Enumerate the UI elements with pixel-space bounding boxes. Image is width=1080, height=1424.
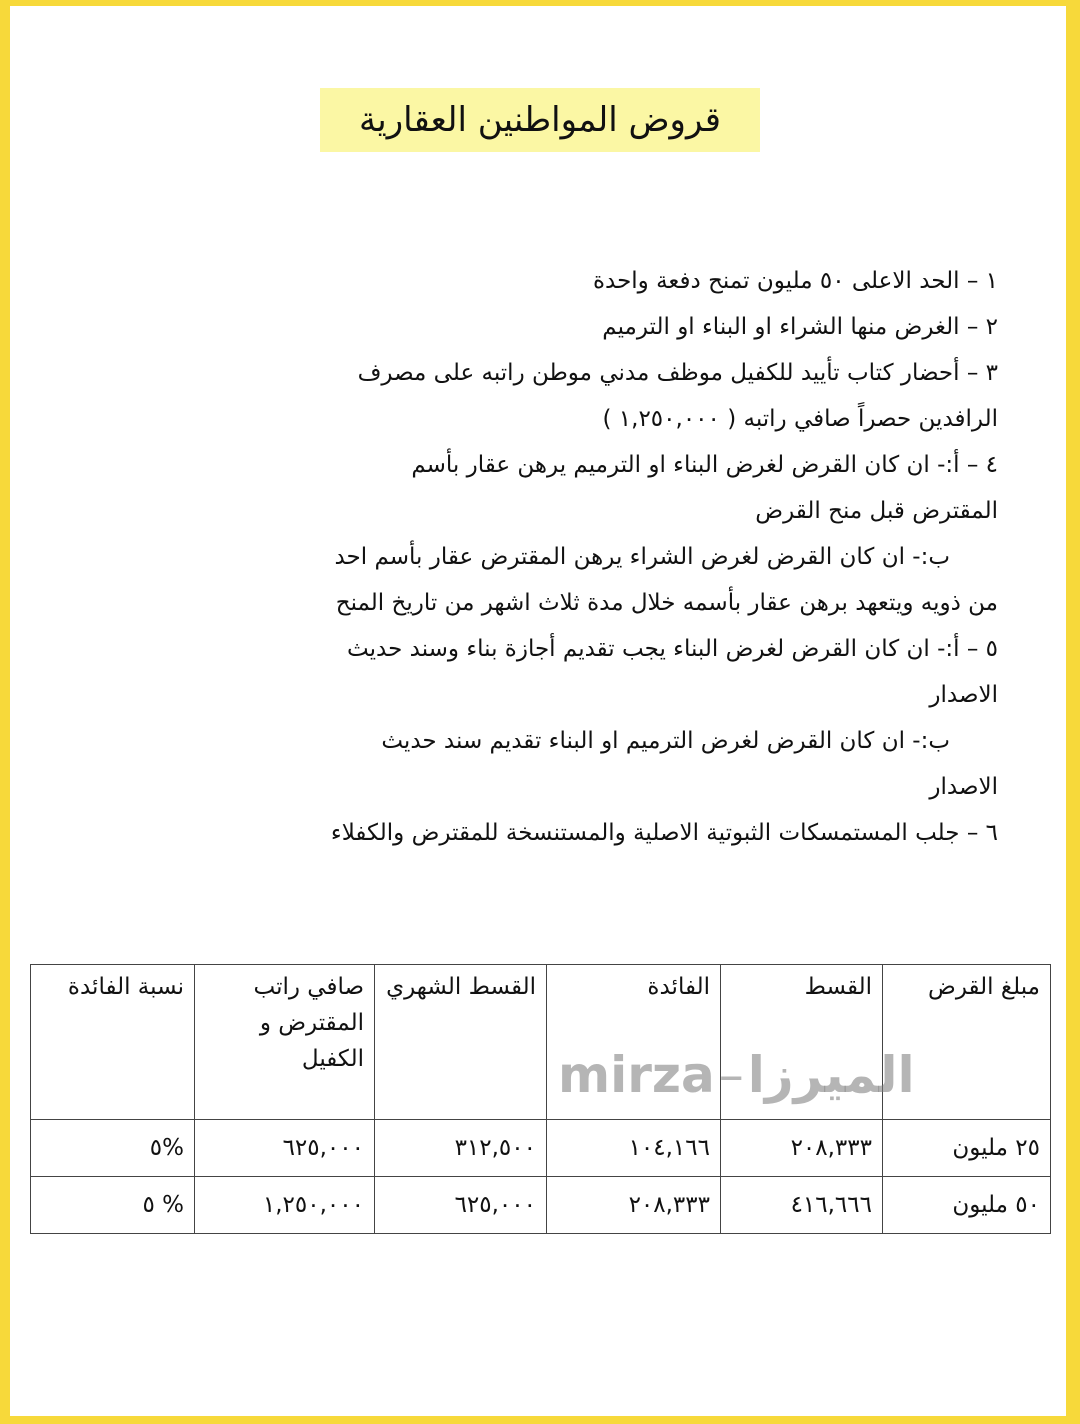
cell-interest-rate: % ٥ xyxy=(31,1177,195,1234)
header-interest: الفائدة xyxy=(547,965,721,1120)
watermark-arabic: الميرزا xyxy=(747,1046,915,1104)
requirement-line-13: ٦ – جلب المستمسكات الثبوتية الاصلية والمستنسخة للمقترض والكفلاء xyxy=(330,820,998,846)
title-highlight xyxy=(320,88,760,152)
header-net-salary: صافي راتب المقترض و الكفيل xyxy=(195,965,375,1120)
document-page xyxy=(10,6,1066,1416)
requirement-line-11: ب:- ان كان القرض لغرض الترميم او البناء تقديم سند حديث xyxy=(381,728,950,754)
requirement-line-9: ٥ – أ:- ان كان القرض لغرض البناء يجب تقديم أجازة بناء وسند حديث xyxy=(347,636,998,662)
requirements-list xyxy=(198,258,998,856)
cell-net-salary: ٦٢٥,٠٠٠ xyxy=(195,1120,375,1177)
cell-interest: ١٠٤,١٦٦ xyxy=(547,1120,721,1177)
requirement-line-12: الاصدار xyxy=(929,774,998,800)
requirement-line-10: الاصدار xyxy=(929,682,998,708)
cell-net-salary: ١,٢٥٠,٠٠٠ xyxy=(195,1177,375,1234)
cell-installment: ٤١٦,٦٦٦ xyxy=(721,1177,883,1234)
header-loan-amount: مبلغ القرض xyxy=(883,965,1051,1120)
table-row xyxy=(31,1120,1051,1177)
watermark-separator: – xyxy=(718,1046,744,1104)
requirement-line-8: من ذويه ويتعهد برهن عقار بأسمه خلال مدة ثلاث اشهر من تاريخ المنح xyxy=(335,590,998,616)
requirement-line-2: ٢ – الغرض منها الشراء او البناء او الترميم xyxy=(602,314,998,340)
header-monthly-installment: القسط الشهري xyxy=(375,965,547,1120)
table-row xyxy=(31,1177,1051,1234)
watermark-latin: mirza xyxy=(558,1046,715,1104)
cell-interest-rate: %٥ xyxy=(31,1120,195,1177)
header-interest-rate: نسبة الفائدة xyxy=(31,965,195,1120)
cell-monthly-installment: ٦٢٥,٠٠٠ xyxy=(375,1177,547,1234)
cell-loan-amount: ٢٥ مليون xyxy=(883,1120,1051,1177)
requirement-line-4: الرافدين حصراً صافي راتبه ( ١,٢٥٠,٠٠٠ ) xyxy=(602,406,998,432)
header-installment: القسط xyxy=(721,965,883,1120)
cell-installment: ٢٠٨,٣٣٣ xyxy=(721,1120,883,1177)
requirement-line-5: ٤ – أ:- ان كان القرض لغرض البناء او الترميم يرهن عقار بأسم xyxy=(411,452,998,478)
requirement-line-1: ١ – الحد الاعلى ٥٠ مليون تمنح دفعة واحدة xyxy=(592,268,998,294)
requirement-line-7: ب:- ان كان القرض لغرض الشراء يرهن المقترض عقار بأسم احد xyxy=(334,544,950,570)
requirement-line-3: ٣ – أحضار كتاب تأييد للكفيل موظف مدني موطن راتبه على مصرف xyxy=(357,360,998,386)
cell-interest: ٢٠٨,٣٣٣ xyxy=(547,1177,721,1234)
table-header-row xyxy=(31,965,1051,1120)
cell-loan-amount: ٥٠ مليون xyxy=(883,1177,1051,1234)
requirement-line-6: المقترض قبل منح القرض xyxy=(755,498,998,524)
loan-table xyxy=(30,964,1051,1234)
page-title: قروض المواطنين العقارية xyxy=(359,100,721,140)
cell-monthly-installment: ٣١٢,٥٠٠ xyxy=(375,1120,547,1177)
